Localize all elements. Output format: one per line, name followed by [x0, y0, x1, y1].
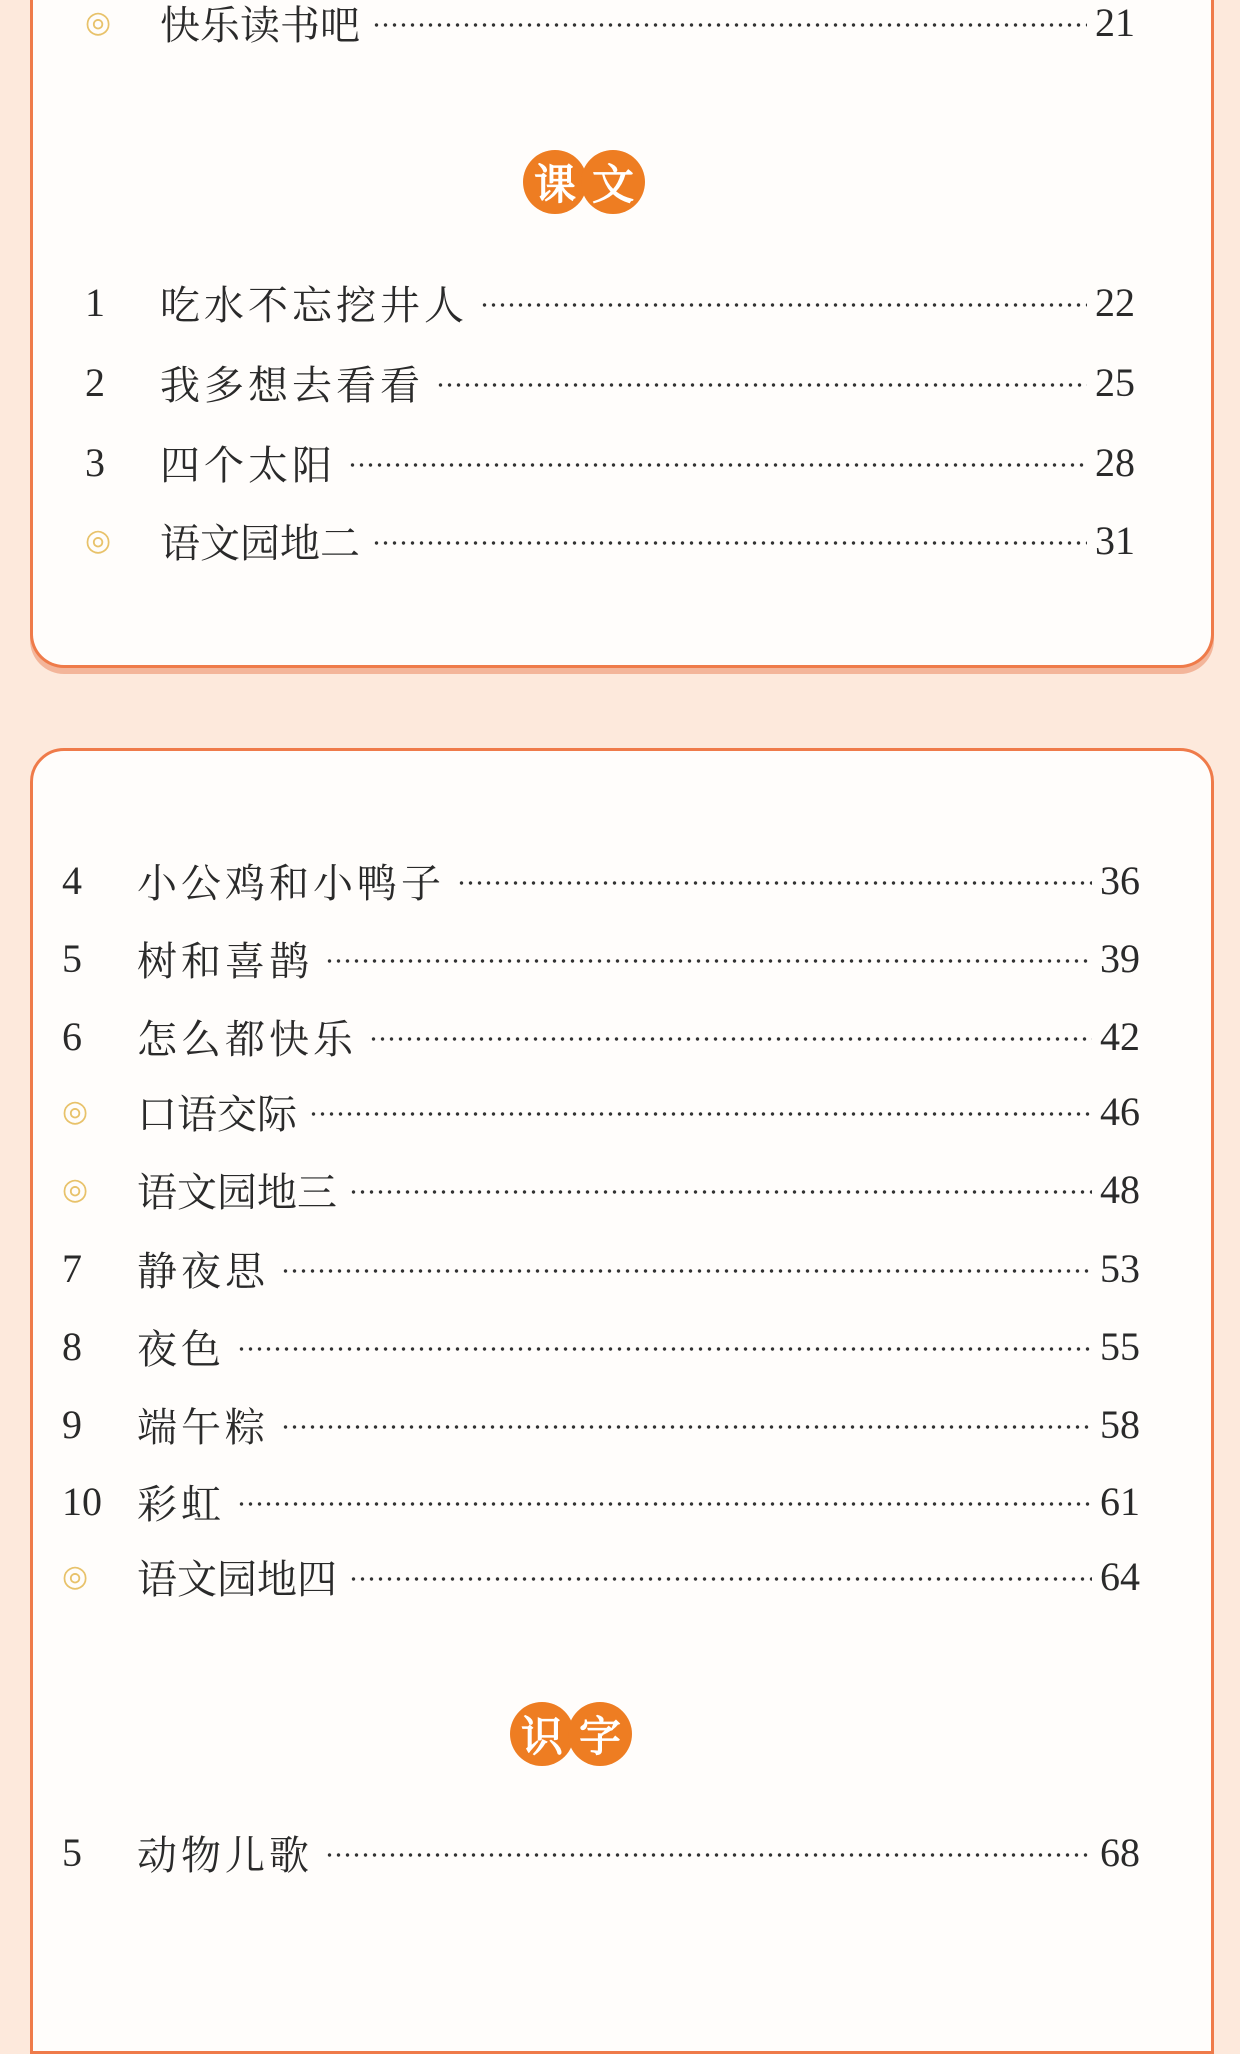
leader-dots [309, 1111, 1092, 1117]
lesson-number: 7 [62, 1245, 82, 1291]
toc-entry-chinese-garden-2[interactable] [85, 512, 1135, 568]
toc-entry-title: 语文园地三 [137, 1169, 337, 1216]
bullet-circle-icon: ◎ [62, 1093, 89, 1129]
toc-entry-7[interactable] [62, 1240, 1140, 1296]
toc-entry-page: 61 [1100, 1478, 1140, 1524]
toc-entry-page: 42 [1100, 1013, 1140, 1059]
toc-entry-5[interactable] [62, 930, 1140, 986]
toc-entry-title: 静夜思 [137, 1248, 269, 1295]
toc-entry-4[interactable] [62, 852, 1140, 908]
lesson-number: 8 [62, 1323, 82, 1369]
toc-entry-title: 快乐读书吧 [160, 2, 360, 49]
toc-entry-page: 22 [1095, 279, 1135, 325]
section-badge-lessons [523, 150, 639, 214]
toc-entry-page: 55 [1100, 1323, 1140, 1369]
toc-entry-page: 36 [1100, 857, 1140, 903]
toc-entry-6[interactable] [62, 1008, 1140, 1064]
toc-entry-title: 彩虹 [137, 1481, 225, 1528]
leader-dots [281, 1424, 1092, 1430]
section-badge-literacy [510, 1702, 626, 1766]
toc-entry-chinese-garden-3[interactable] [62, 1161, 1140, 1217]
leader-dots [237, 1501, 1092, 1507]
toc-entry-page: 48 [1100, 1166, 1140, 1212]
leader-dots [349, 1576, 1092, 1582]
toc-entry-page: 68 [1100, 1829, 1140, 1875]
toc-entry-title: 口语交际 [137, 1091, 297, 1138]
leader-dots [372, 22, 1087, 28]
lesson-number: 5 [62, 935, 82, 981]
toc-entry-page: 39 [1100, 935, 1140, 981]
toc-entry-page: 53 [1100, 1245, 1140, 1291]
lesson-number: 3 [85, 439, 105, 485]
leader-dots [480, 302, 1087, 308]
leader-dots [348, 462, 1087, 468]
toc-entry-3[interactable] [85, 434, 1135, 490]
bullet-circle-icon: ◎ [85, 4, 112, 40]
toc-entry-8[interactable] [62, 1318, 1140, 1374]
toc-entry-title: 动物儿歌 [137, 1832, 313, 1879]
toc-entry-title: 我多想去看看 [160, 362, 424, 409]
badge-char: 识 [510, 1702, 574, 1766]
leader-dots [369, 1036, 1092, 1042]
bullet-circle-icon: ◎ [62, 1171, 89, 1207]
lesson-number: 1 [85, 279, 105, 325]
leader-dots [281, 1268, 1092, 1274]
leader-dots [436, 382, 1087, 388]
toc-entry-title: 语文园地四 [137, 1556, 337, 1603]
toc-entry-reading-bar[interactable] [85, 0, 1135, 50]
leader-dots [325, 958, 1092, 964]
toc-entry-9[interactable] [62, 1396, 1140, 1452]
lesson-number: 6 [62, 1013, 82, 1059]
toc-entry-title: 四个太阳 [160, 442, 336, 489]
lesson-number: 4 [62, 857, 82, 903]
toc-entry-2[interactable] [85, 354, 1135, 410]
toc-entry-10[interactable] [62, 1473, 1140, 1529]
toc-entry-page: 64 [1100, 1553, 1140, 1599]
lesson-number: 10 [62, 1478, 102, 1524]
toc-entry-chinese-garden-4[interactable] [62, 1548, 1140, 1604]
toc-entry-page: 25 [1095, 359, 1135, 405]
toc-entry-title: 夜色 [137, 1326, 225, 1373]
toc-entry-title: 端午粽 [137, 1404, 269, 1451]
leader-dots [237, 1346, 1092, 1352]
toc-entry-title: 怎么都快乐 [137, 1016, 357, 1063]
toc-entry-page: 31 [1095, 517, 1135, 563]
toc-entry-oral-communication[interactable] [62, 1083, 1140, 1139]
toc-entry-title: 语文园地二 [160, 520, 360, 567]
leader-dots [349, 1189, 1092, 1195]
toc-entry-page: 46 [1100, 1088, 1140, 1134]
toc-entry-1[interactable] [85, 274, 1135, 330]
leader-dots [457, 880, 1092, 886]
leader-dots [325, 1852, 1092, 1858]
toc-entry-title: 树和喜鹊 [137, 938, 313, 985]
bullet-circle-icon: ◎ [85, 522, 112, 558]
lesson-number: 9 [62, 1401, 82, 1447]
toc-entry-page: 21 [1095, 0, 1135, 45]
toc-entry-page: 28 [1095, 439, 1135, 485]
leader-dots [372, 540, 1087, 546]
toc-entry-page: 58 [1100, 1401, 1140, 1447]
badge-char: 字 [568, 1702, 632, 1766]
lesson-number: 2 [85, 359, 105, 405]
bullet-circle-icon: ◎ [62, 1558, 89, 1594]
badge-char: 文 [581, 150, 645, 214]
toc-entry-title: 小公鸡和小鸭子 [137, 860, 445, 907]
lesson-number: 5 [62, 1829, 82, 1875]
badge-char: 课 [523, 150, 587, 214]
toc-entry-title: 吃水不忘挖井人 [160, 282, 468, 329]
toc-entry-literacy-5[interactable] [62, 1824, 1140, 1880]
